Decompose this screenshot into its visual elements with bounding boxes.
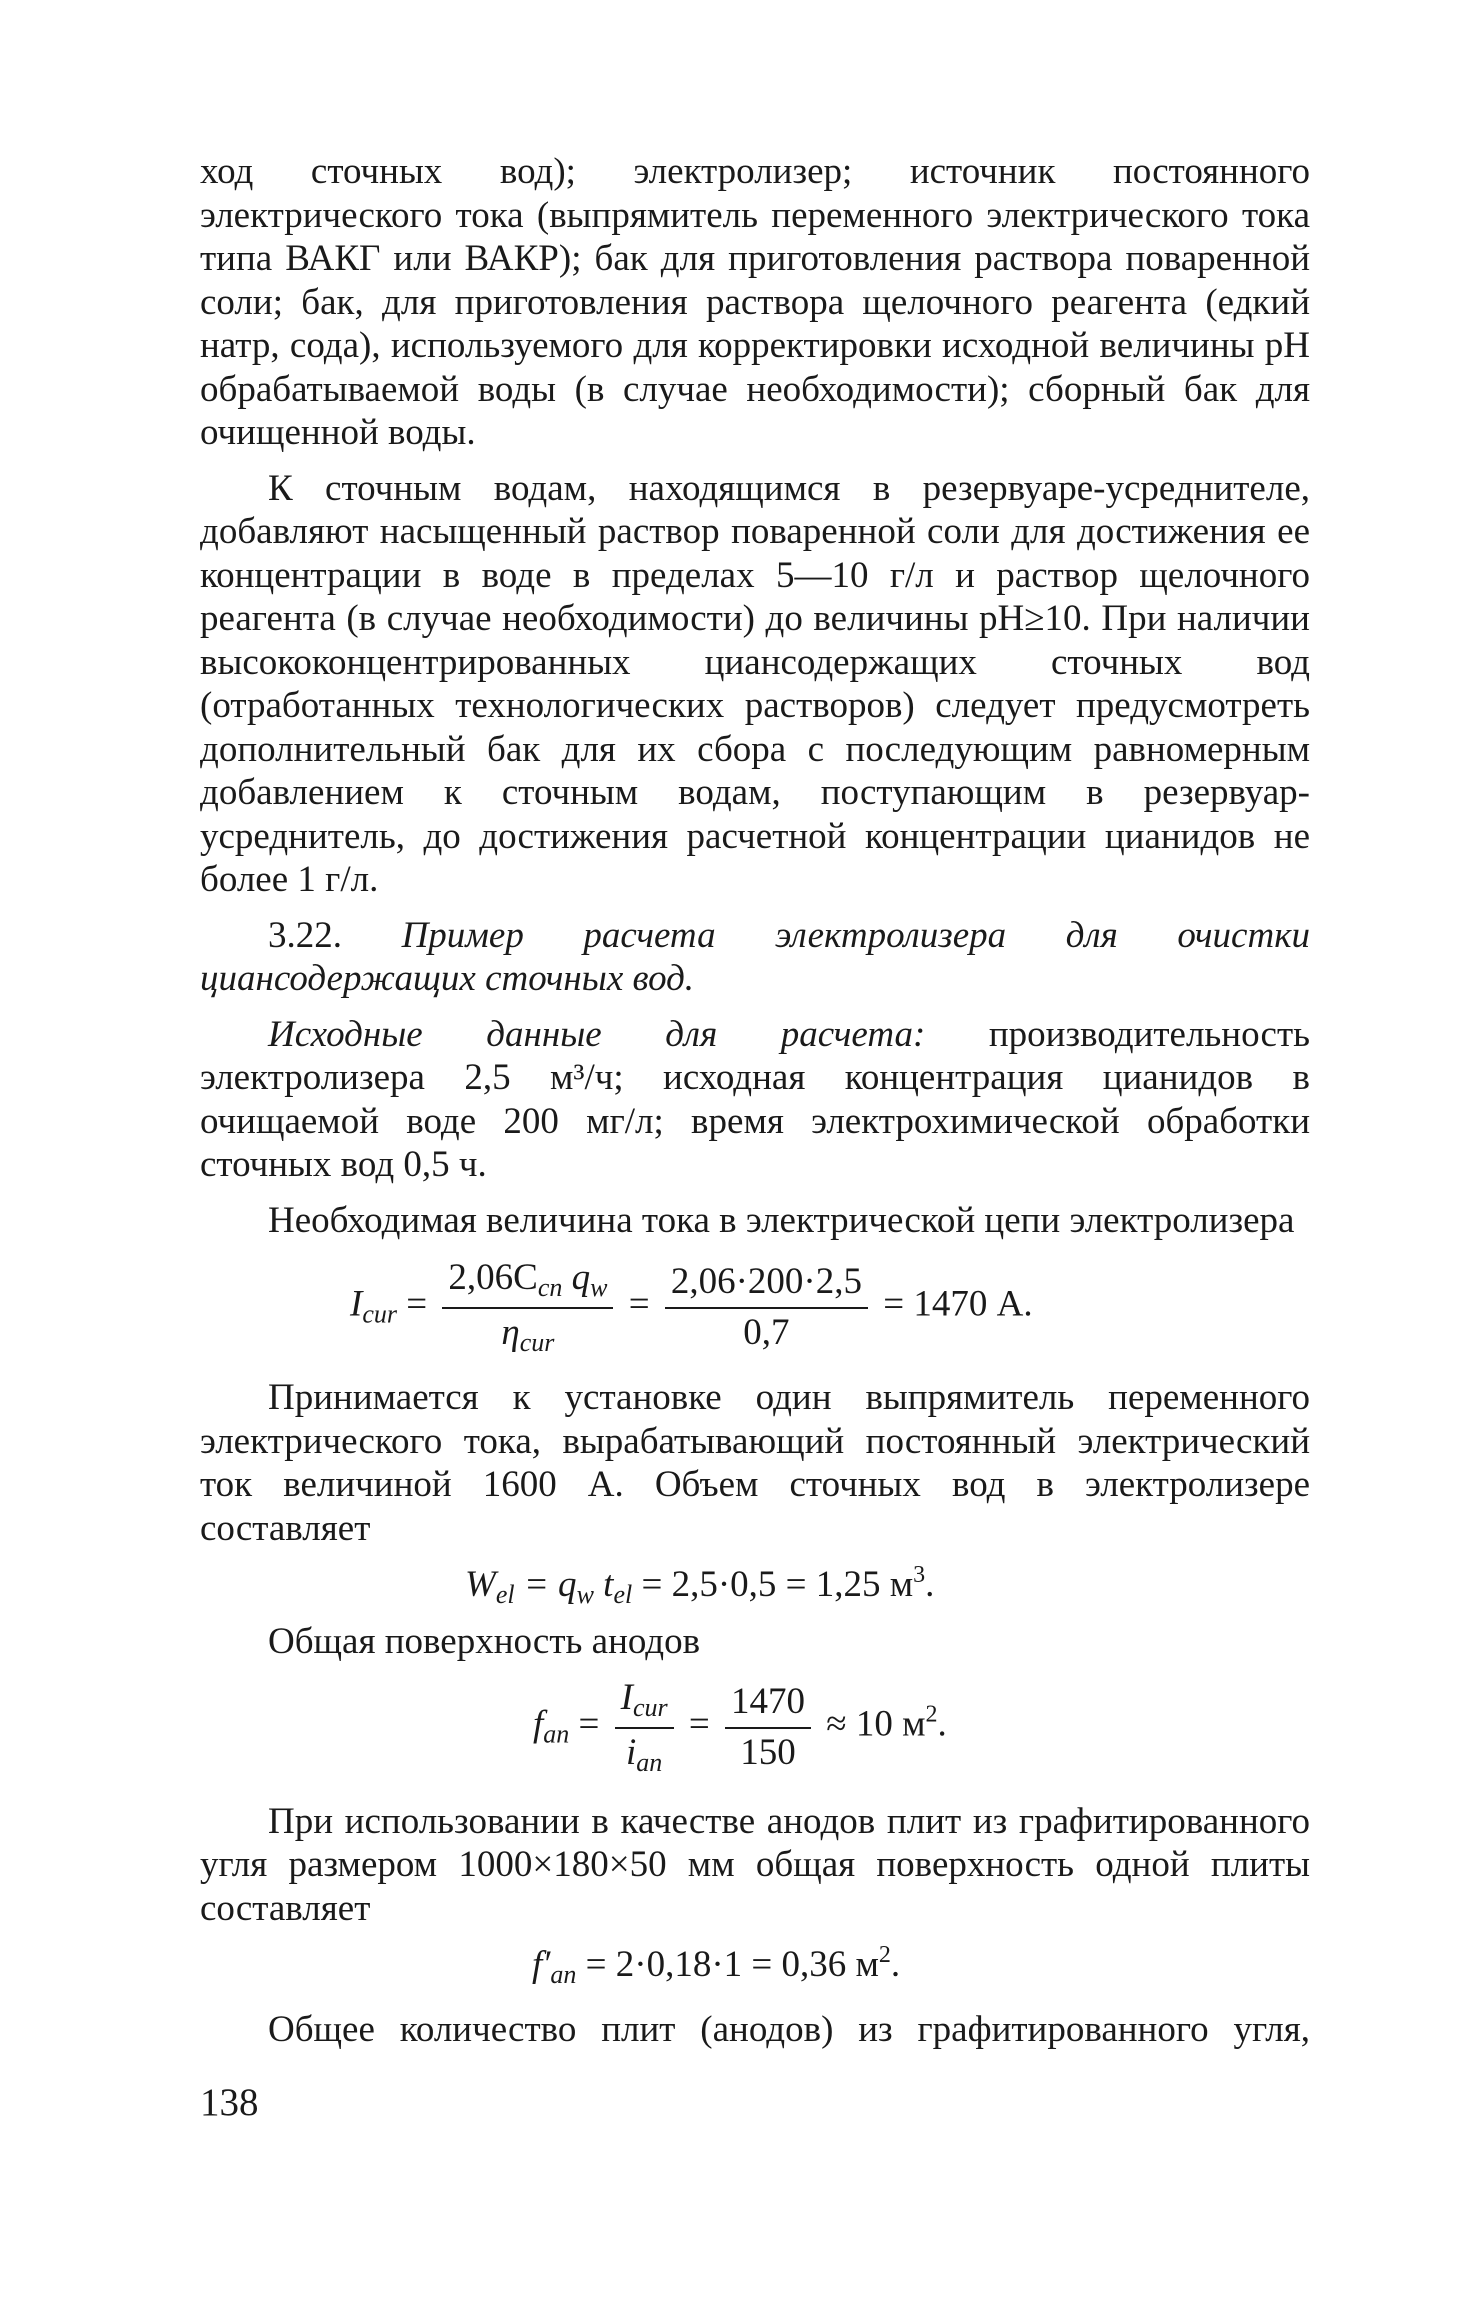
formula-current-lhs: I xyxy=(350,1283,363,1325)
paragraph-input-data xyxy=(200,1013,1310,1187)
fraction-anode-symbolic: $\frac{I_{cur}}{i_{an}}$ xyxy=(615,1676,674,1778)
formula-current-result: = 1470 А. xyxy=(883,1283,1033,1325)
paragraph-wastewater-preparation: К сточным водам, находящимся в резервуаре-усреднителе, добавляют насыщенный раствор поваренной соли для достижения ее концентрации в воде в пределах 5—10 г/л и раствор щелочного реагента (в случае необходимости) до величины pH≥10. При наличии высококонцентрированных циансодержащих сточных вод (отработанных технологических растворов) следует предусмотреть дополнительный бак для их сбора с последующим равномерным добавлением к сточным водам, поступающим в резервуар-усреднитель, до достижения расчетной концентрации цианидов не более 1 г/л. xyxy=(200,467,1310,900)
input-data-lead: Исходные данные для расчета: xyxy=(268,1013,926,1055)
paragraph-plate-count: Общее количество плит (анодов) из графитированного угля, xyxy=(268,2009,1310,2050)
fraction-anode-numeric: $\frac{1470}{150}$ xyxy=(725,1680,811,1774)
formula-anode-area: $f_{an}$ = $\frac{I_{cur}}{i_{an}}$ = $\frac{1470}{150}$ ≈ 10 $м^2$. xyxy=(533,1676,947,1777)
paragraph-equipment-list: ход сточных вод); электролизер; источник постоянного электрического тока (выпрямитель переменного электрического тока типа ВАКГ или ВАКР); бак для приготовления раствора поваренной соли; бак, для приготовления раствора щелочного реагента (едкий натр, сода), используемого для корректировки исходной величины pH обрабатываемой воды (в случае необходимости); сборный бак для очищенной воды. xyxy=(200,151,1310,453)
formula-current: $I_{cur}$ = $\frac{2,06C_{cn} q_w}{\eta_{cur}}$ = $\frac{2,06\cdot 200\cdot 2,5}{0,7}$ = 1470 А. xyxy=(350,1257,1033,1357)
section-title: Пример расчета электролизера для очистки циансодержащих сточных вод. xyxy=(200,914,1310,999)
input-data-text: производительность электролизера 2,5 м³/ч; исходная концентрация цианидов в очищаемой воде 200 мг/л; время электрохимической обработки сточных вод 0,5 ч. xyxy=(200,1013,1310,1185)
section-heading xyxy=(200,914,1310,1001)
page-number: 138 xyxy=(200,2081,259,2124)
paragraph-rectifier: Принимается к установке один выпрямитель переменного электрического тока, вырабатывающий постоянный электрический ток величиной 1600 А. Объем сточных вод в электролизере составляет xyxy=(200,1377,1310,1549)
page-body xyxy=(200,150,1310,2064)
paragraph-anode-surface: Общая поверхность анодов xyxy=(268,1621,701,1662)
paragraph-current-intro: Необходимая величина тока в электрической цепи электролизера xyxy=(268,1199,1295,1241)
section-number: 3.22. xyxy=(268,914,342,956)
fraction-current-numeric: $\frac{2,06\cdot 200\cdot 2,5}{0,7}$ xyxy=(665,1260,868,1354)
fraction-current-symbolic: $\frac{2,06C_{cn} q_w}{\eta_{cur}}$ xyxy=(442,1256,613,1358)
formula-volume: $W_{el} = q_w$ $t_{el} = 2,5\cdot 0,5 = 1,25$ $м^3$. xyxy=(465,1562,935,1609)
paragraph-graphite-plates: При использовании в качестве анодов плит из графитированного угля размером 1000×180×50 мм общая поверхность одной плиты составляет xyxy=(200,1800,1310,1929)
formula-single-plate: $f'_{an} = 2\cdot 0,18\cdot 1 = 0,36$ $м^2$. xyxy=(532,1942,901,1989)
